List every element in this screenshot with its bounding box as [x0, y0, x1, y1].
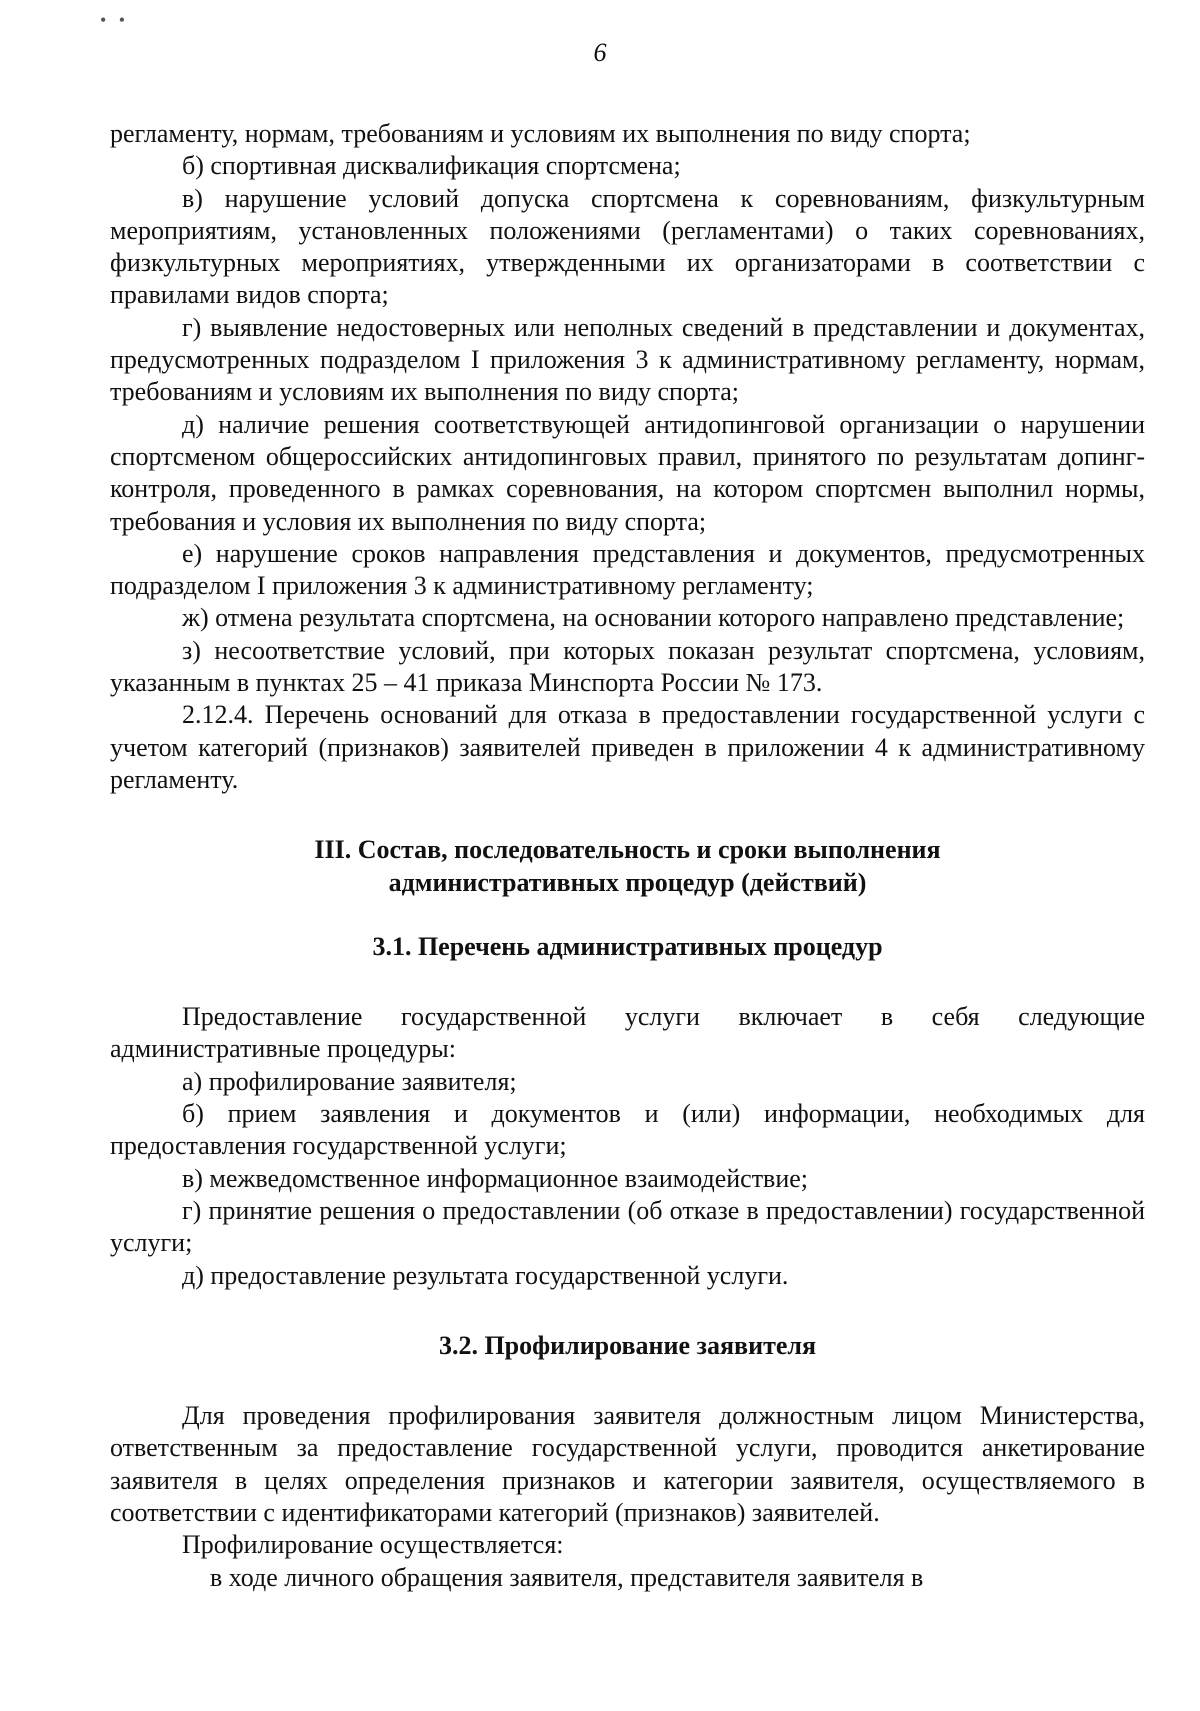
section-heading: [110, 834, 1145, 899]
section-heading-line: III. Состав, последовательность и сроки выполнения: [314, 835, 941, 865]
paragraph: з) несоответствие условий, при которых показан результат спортсмена, условиям, указанным в пунктах 25 – 41 приказа Минспорта России № 173.: [110, 635, 1145, 698]
paragraph: в ходе личного обращения заявителя, представителя заявителя в: [210, 1562, 924, 1592]
subsection-heading: 3.2. Профилирование заявителя: [438, 1330, 817, 1360]
paragraph: Предоставление государственной услуги включает в себя следующие административные процедуры:: [110, 1002, 1145, 1064]
paragraph: ж) отмена результата спортсмена, на основании которого направлено представление;: [182, 603, 1125, 633]
subsection-heading: 3.1. Перечень административных процедур: [372, 931, 883, 961]
paragraph: а) профилирование заявителя;: [182, 1066, 517, 1096]
page-number: 6: [593, 38, 607, 67]
paragraph: д) предоставление результата государственной услуги.: [182, 1260, 789, 1290]
paragraph: б) спортивная дисквалификация спортсмена;: [182, 151, 681, 181]
spacer: [110, 1362, 1145, 1400]
spacer: [110, 963, 1145, 1001]
paragraph: г) выявление недостоверных или неполных сведений в представлении и документах, предусмотренных подразделом I приложения 3 к административному регламенту, нормам, требованиям и условиям их выполнения по виду спорта;: [110, 312, 1145, 407]
spacer: [110, 899, 1145, 931]
paragraph: регламенту, нормам, требованиям и условиям их выполнения по виду спорта;: [110, 119, 971, 148]
paragraph: б) прием заявления и документов и (или) информации, необходимых для предоставления государственной услуги;: [110, 1099, 1145, 1161]
paragraph: д) наличие решения соответствующей антидопинговой организации о нарушении спортсменом общероссийских антидопинговых правил, принятого по результатам допинг-контроля, проведенного в рамках соревнования, на котором спортсмен выполнил нормы, требования и условия их выполнения по виду спорта;: [110, 409, 1145, 536]
spacer: [110, 1292, 1145, 1330]
paragraph: г) принятие решения о предоставлении (об отказе в предоставлении) государственной услуги;: [110, 1195, 1145, 1258]
paragraph: в) межведомственное информационное взаимодействие;: [182, 1163, 809, 1193]
paragraph: Для проведения профилирования заявителя должностным лицом Министерства, ответственным за предоставление государственной услуги, проводится анкетирование заявителя в целях определения признаков и категории заявителя, осуществляемого в соответствии с идентификаторами категорий (признаков) заявителей.: [110, 1401, 1145, 1527]
paragraph: в) нарушение условий допуска спортсмена к соревнованиям, физкультурным мероприятиям, установленных положениями (регламентами) о таких соревнованиях, физкультурных мероприятиях, утвержденными их организаторами в соответствии с правилами видов спорта;: [110, 183, 1145, 310]
paragraph: 2.12.4. Перечень оснований для отказа в предоставлении государственной услуги с учетом категорий (признаков) заявителей приведен в приложении 4 к административному регламенту.: [110, 700, 1145, 794]
paragraph: Профилирование осуществляется:: [182, 1530, 564, 1560]
section-heading-line: административных процедур (действий): [388, 867, 867, 897]
paragraph: е) нарушение сроков направления представления и документов, предусмотренных подразделом I приложения 3 к административному регламенту;: [110, 538, 1145, 601]
document-body: [110, 118, 1145, 1594]
scan-marks: • •: [100, 10, 130, 30]
spacer: [110, 796, 1145, 834]
